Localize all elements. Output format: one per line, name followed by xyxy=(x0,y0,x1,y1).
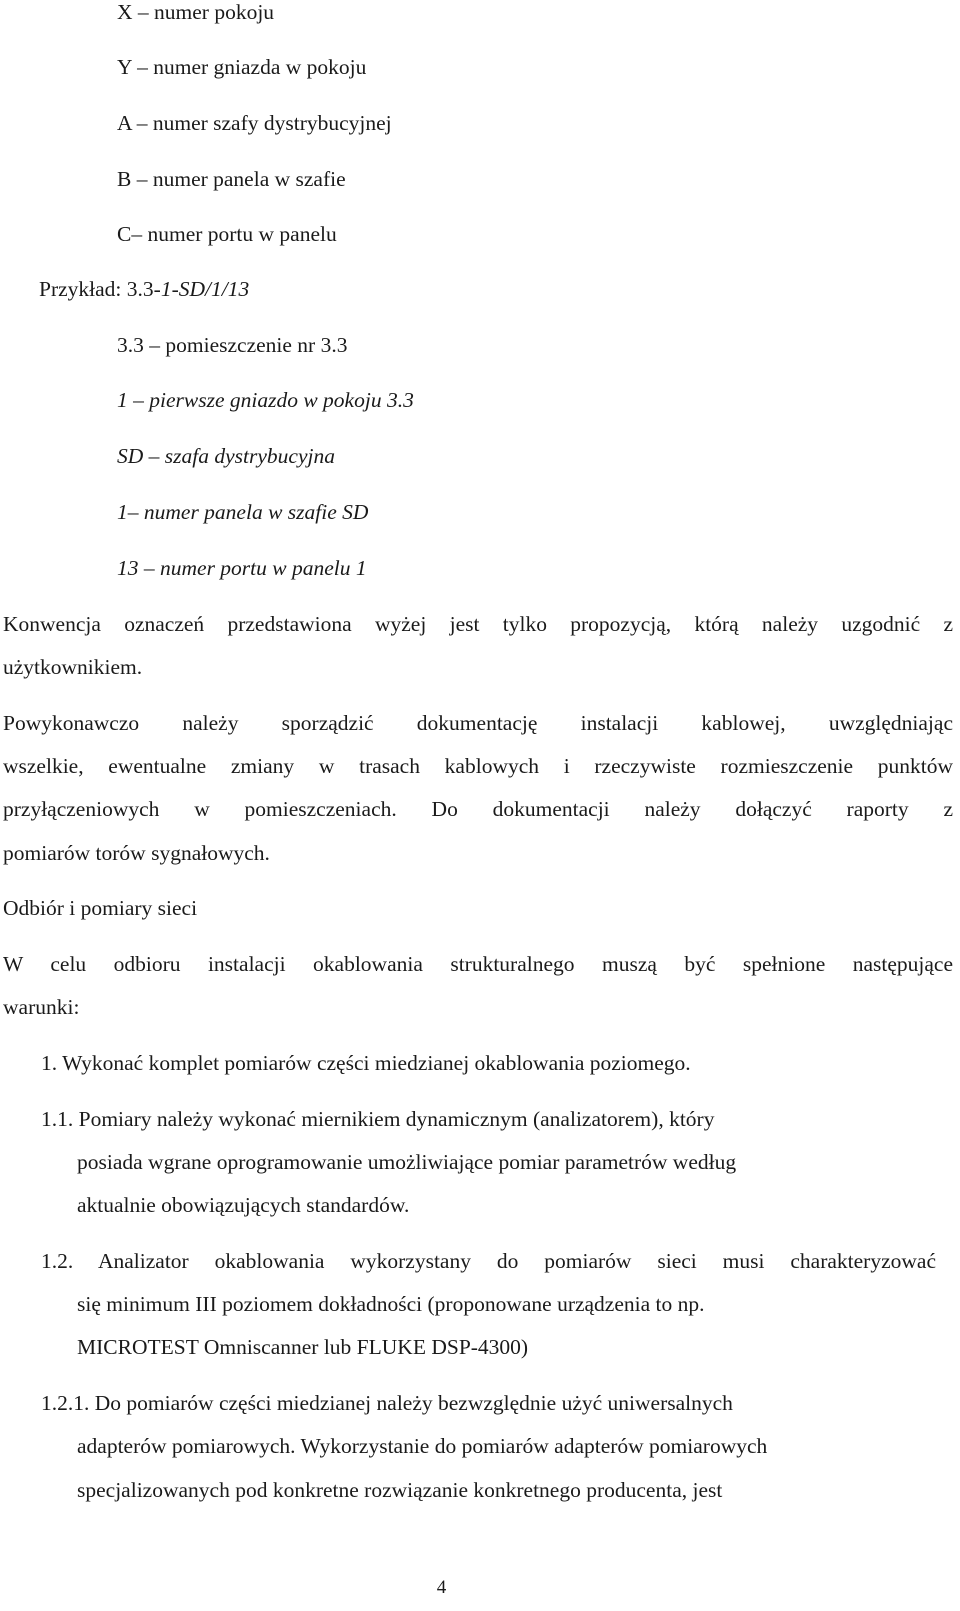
legend-item-b: B – numer panela w szafie xyxy=(117,167,346,191)
example-room: 3.3 – pomieszczenie nr 3.3 xyxy=(117,333,348,357)
section-heading: Odbiór i pomiary sieci xyxy=(3,896,198,920)
page-number: 4 xyxy=(436,1577,447,1598)
para1-line2: użytkownikiem. xyxy=(3,655,143,679)
para2-line2: wszelkie, ewentualne zmiany w trasach kablowych i rzeczywiste rozmieszczenie punktów xyxy=(3,754,953,778)
para2-line3: przyłączeniowych w pomieszczeniach. Do dokumentacji należy dołączyć raporty z xyxy=(3,797,953,821)
para2-line4: pomiarów torów sygnałowych. xyxy=(3,841,270,865)
example-code: 1-SD/1/13 xyxy=(160,277,250,301)
legend-item-x: X – numer pokoju xyxy=(117,0,275,24)
example-socket: 1 – pierwsze gniazdo w pokoju 3.3 xyxy=(117,388,414,412)
para2-line1: Powykonawczo należy sporządzić dokumentację instalacji kablowej, uwzględniając xyxy=(3,711,953,735)
para3-line2: warunki: xyxy=(3,995,80,1019)
item-1-2-line3: MICROTEST Omniscanner lub FLUKE DSP-4300) xyxy=(77,1335,529,1359)
item-1-2-line1: 1.2. Analizator okablowania wykorzystany do pomiarów sieci musi charakteryzować xyxy=(41,1249,936,1273)
item-1-2-line2: się minimum III poziomem dokładności (proponowane urządzenia to np. xyxy=(77,1292,705,1316)
legend-item-c: C– numer portu w panelu xyxy=(117,222,337,246)
example-cabinet: SD – szafa dystrybucyjna xyxy=(117,444,335,468)
item-1-2-1-line2: adapterów pomiarowych. Wykorzystanie do pomiarów adapterów pomiarowych xyxy=(77,1434,768,1458)
example-panel: 1– numer panela w szafie SD xyxy=(117,500,369,524)
para1-line1: Konwencja oznaczeń przedstawiona wyżej jest tylko propozycją, którą należy uzgodnić z xyxy=(3,612,953,636)
item-1-2-1-line1: 1.2.1. Do pomiarów części miedzianej należy bezwzględnie użyć uniwersalnych xyxy=(41,1391,733,1415)
para3-line1: W celu odbioru instalacji okablowania strukturalnego muszą być spełnione następujące xyxy=(3,952,953,976)
item-1: 1. Wykonać komplet pomiarów części miedzianej okablowania poziomego. xyxy=(41,1051,691,1075)
item-1-1-line2: posiada wgrane oprogramowanie umożliwiające pomiar parametrów według xyxy=(77,1150,737,1174)
legend-item-a: A – numer szafy dystrybucyjnej xyxy=(117,111,392,135)
example-line xyxy=(39,277,249,303)
item-1-2-1-line3: specjalizowanych pod konkretne rozwiązanie konkretnego producenta, jest xyxy=(77,1478,723,1502)
example-label: Przykład: 3.3- xyxy=(39,277,161,301)
example-port: 13 – numer portu w panelu 1 xyxy=(117,556,367,580)
legend-item-y: Y – numer gniazda w pokoju xyxy=(117,55,367,79)
item-1-1-line1: 1.1. Pomiary należy wykonać miernikiem dynamicznym (analizatorem), który xyxy=(41,1107,715,1131)
item-1-1-line3: aktualnie obowiązujących standardów. xyxy=(77,1193,410,1217)
